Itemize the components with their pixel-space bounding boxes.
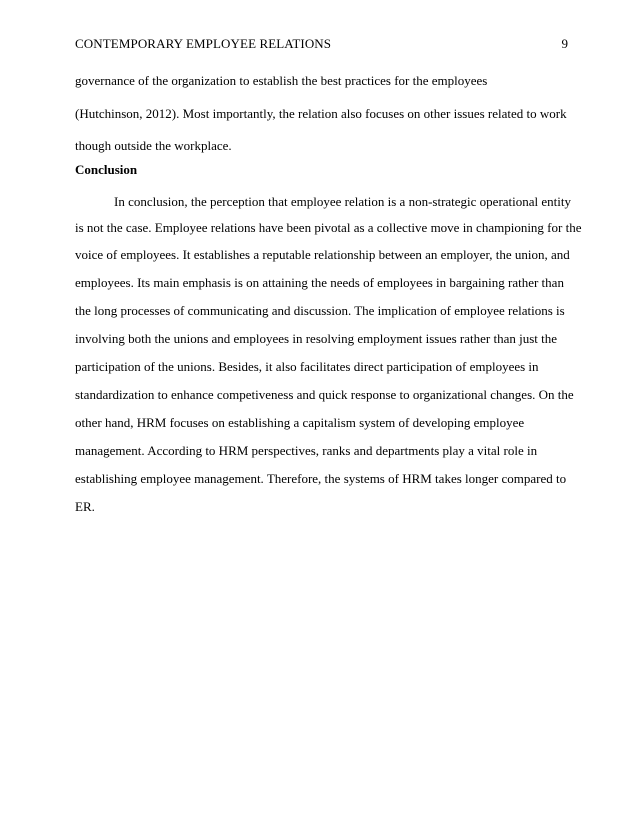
running-head: CONTEMPORARY EMPLOYEE RELATIONS bbox=[75, 36, 332, 51]
paragraph-line: other hand, HRM focuses on establishing a capitalism system of developing employee bbox=[75, 415, 525, 430]
paragraph-line: employees. Its main emphasis is on attaining the needs of employees in bargaining rather than bbox=[75, 275, 564, 290]
paragraph-line: (Hutchinson, 2012). Most importantly, the relation also focuses on other issues related to work bbox=[75, 106, 567, 121]
paragraph-line: management. According to HRM perspectives, ranks and departments play a vital role in bbox=[75, 443, 538, 458]
page-number: 9 bbox=[561, 36, 568, 51]
paragraph-line: standardization to enhance competiveness and quick response to organizational changes. On the bbox=[75, 387, 574, 402]
paragraph-line: voice of employees. It establishes a reputable relationship between an employer, the union, and bbox=[75, 247, 570, 262]
paragraph-line: In conclusion, the perception that employee relation is a non-strategic operational entity bbox=[114, 194, 572, 209]
paragraph-line: governance of the organization to establish the best practices for the employees bbox=[75, 73, 488, 88]
paragraph-line: establishing employee management. Therefore, the systems of HRM takes longer compared to bbox=[75, 471, 567, 486]
paragraph-line: participation of the unions. Besides, it also facilitates direct participation of employees in bbox=[75, 359, 539, 374]
paragraph-line: though outside the workplace. bbox=[75, 138, 232, 153]
paragraph-line: involving both the unions and employees in resolving employment issues rather than just the bbox=[75, 331, 558, 346]
paragraph-line: ER. bbox=[75, 499, 95, 514]
conclusion-heading: Conclusion bbox=[75, 162, 138, 177]
paragraph-line: the long processes of communicating and discussion. The implication of employee relations is bbox=[75, 303, 565, 318]
paragraph-line: is not the case. Employee relations have been pivotal as a collective move in championing for the bbox=[75, 220, 582, 235]
